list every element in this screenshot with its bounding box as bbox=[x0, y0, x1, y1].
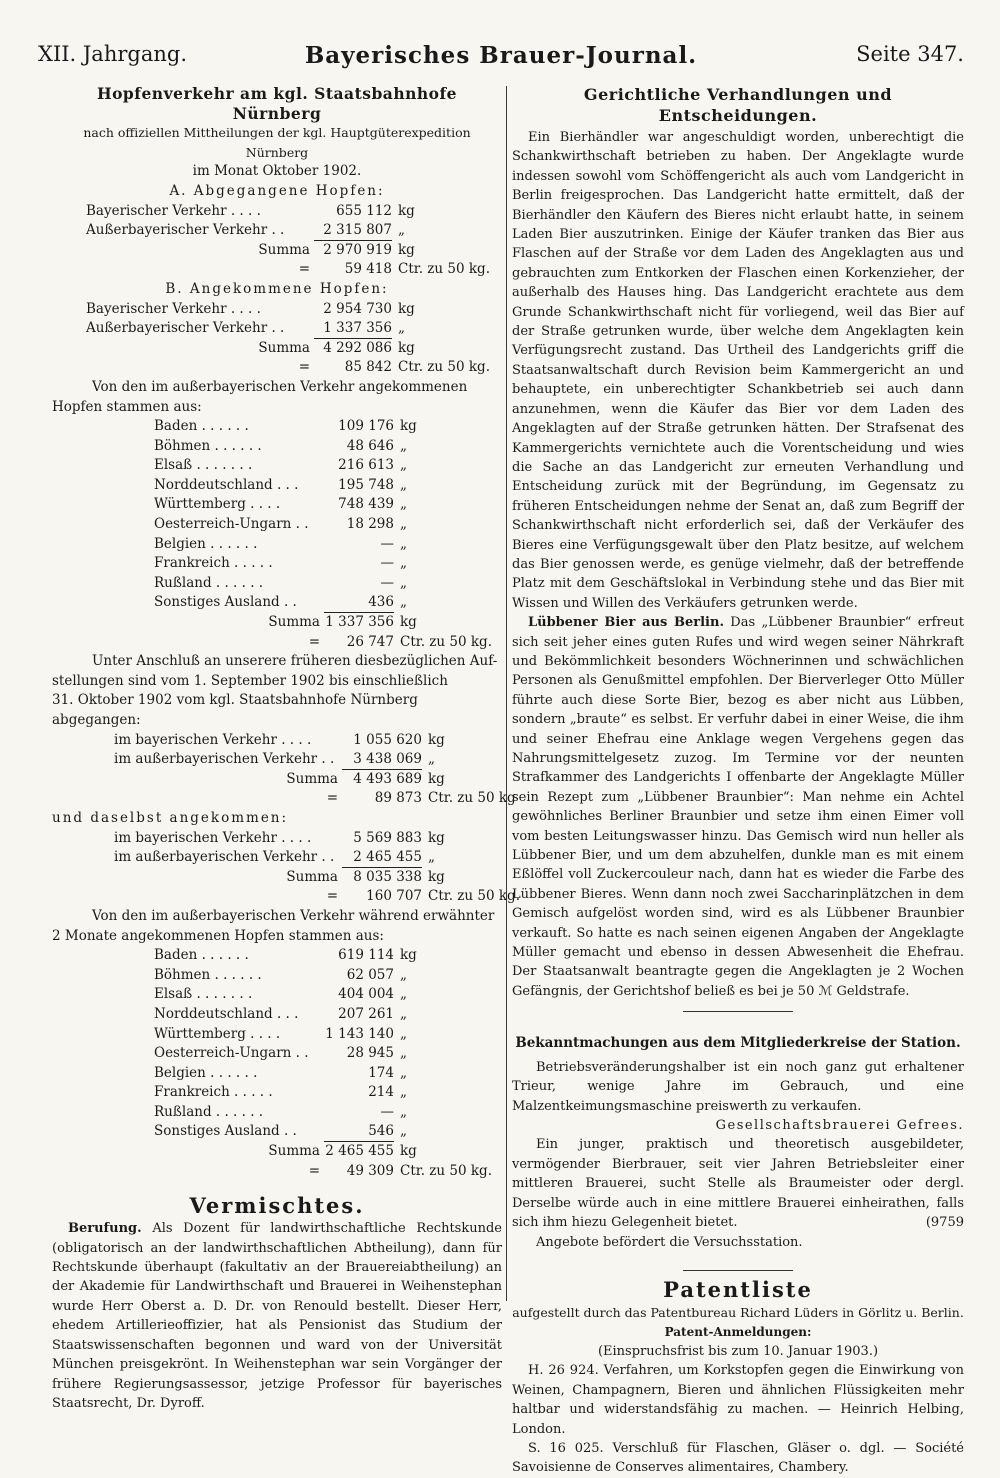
misc-berufung bbox=[52, 1219, 502, 1413]
notices-title: Bekanntmachungen aus dem Mitgliederkreise der Station. bbox=[515, 1035, 961, 1052]
patents-subtitle: aufgestellt durch das Patentbureau Richard Lüders in Görlitz u. Berlin. bbox=[512, 1305, 964, 1321]
arrived-text: und daselbst angekommen: bbox=[52, 809, 289, 826]
origin2-intro-2: 2 Monate angekommenen Hopfen stammen aus: bbox=[52, 927, 384, 944]
journal-title: Bayerisches Brauer-Journal. bbox=[304, 42, 698, 69]
hops-subtitle-2: im Monat Oktober 1902. bbox=[192, 163, 362, 180]
table-row: Elsaß . . . . . . . 404 004 „ bbox=[154, 986, 407, 1003]
court-title-1: Gerichtliche Verhandlungen und bbox=[583, 85, 893, 104]
origin-table-2 bbox=[52, 946, 502, 1181]
table-row: Frankreich . . . . . — „ bbox=[154, 555, 407, 572]
ctr-row: = 89 873 Ctr. zu 50 kg bbox=[326, 790, 516, 807]
table-row: Sonstiges Ausland . . 436 „ bbox=[154, 593, 502, 613]
period-table bbox=[52, 731, 516, 809]
patents-deadline: (Einspruchsfrist bis zum 10. Januar 1903.) bbox=[597, 1343, 879, 1359]
table-row: Außerbayerischer Verkehr . . 2 315 807 „ bbox=[86, 221, 502, 241]
court-para-2-text: Das „Lübbener Braunbier“ erfreut sich seit jeher eines guten Rufes und wird wegen seiner Nährkraft und Bekömmlichkeit besonders Wöchnerinnen und schwächlichen Personen als Genußmittel empfohlen. Der Bierverleger Otto Müller führte auch diese Sorte Bier, bezog es aber nicht aus Lübben, sondern „braute“ es selbst. Er verfuhr dabei in einer Weise, die ihm und seiner Ehefrau eine Anklage wegen Vergehens gegen das Nahrungsmittelgesetz zuzog. Im Termine vor der neunten Strafkammer des Landgerichts I offenbarte der Angeklagte Müller sein Rezept zum „Lübbener Braunbier“: Man nehme ein Achtel gewöhnliches Berliner Braunbier und setze ihm einen Eimer voll vom besten Leitungswasser hinzu. Das Gemisch wird nun heller als Lübbener Bier, und um dem abzuhelfen, dunkle man es mit einem Eßlöffel voll Zuckercouleur nach, dann hat es wieder die Farbe des Lübbener Bieres. Wenn dann noch zwei Saccharinplätzchen in dem Gemisch aufgelöst worden sind, wird es als Lübbener Braunbier verkauft. So hatte es nach seinen eigenen Angaben der Angeklagte Müller gemacht und ebenso in dessen Abwesenheit die Ehefrau. Der Staatsanwalt beantragte gegen die Angeklagten je 2 Wochen Gefängnis, der Gerichtshof beließ es bei je 50 ℳ Geldstrafe. bbox=[512, 615, 964, 999]
table-row: im außerbayerischen Verkehr . . 3 438 069 „ bbox=[114, 750, 502, 770]
table-row: Norddeutschland . . . 207 261 „ bbox=[154, 1005, 407, 1022]
page-header bbox=[38, 42, 964, 76]
table-row: im außerbayerischen Verkehr . . 2 465 455 „ bbox=[114, 848, 502, 868]
table-row: Oesterreich-Ungarn . . 28 945 „ bbox=[154, 1045, 407, 1062]
patent-1: H. 26 924. Verfahren, um Korkstopfen gegen die Einwirkung von Weinen, Champagnern, Bieren und ähnlichen Flüssigkeiten mehr haltbar und widerstandsfähig zu machen. — Heinrich Helbing, London. bbox=[512, 1363, 964, 1437]
ctr-row: = 59 418 Ctr. zu 50 kg. bbox=[298, 261, 490, 278]
section-b-table bbox=[52, 300, 502, 378]
ctr-row: = 85 842 Ctr. zu 50 kg. bbox=[298, 359, 490, 376]
origin-intro-2: Hopfen stammen aus: bbox=[52, 398, 202, 415]
court-para-2-lead: Lübbener Bier aus Berlin. bbox=[528, 615, 724, 631]
sum-row: Summa 2 465 455 kg bbox=[268, 1143, 417, 1160]
sum-row: Summa 4 292 086 kg bbox=[258, 339, 415, 356]
table-row: Norddeutschland . . . 195 748 „ bbox=[154, 476, 407, 493]
table-row: im bayerischen Verkehr . . . . 1 055 620 kg bbox=[114, 731, 445, 748]
court-para-1: Ein Bierhändler war angeschuldigt worden, unberechtigt die Schankwirthschaft betrieben zu haben. Der Angeklagte wurde indessen sowohl vom Schöffengericht als auch vom Landgericht in Berlin freigesprochen. Das Landgericht hatte ermittelt, daß der Bierhändler den Käufern des Bieres nicht erlaubt hatte, in seinem Laden Bier auszutrinken. Einige der Käufer tranken das Bier aus Flaschen auf der Straße vor dem Laden des Angeklagten aus und gebrauchten zum Entkorken der Flaschen einen Korkenzieher, der außerhalb des Hauses hing. Das Landgericht erachtete aus dem Grunde Schankwirthschaft nicht für vorliegend, weil das Bier auf der Straße getrunken wurde, über welche dem Angeklagten kein Verfügungsrecht zustand. Das Urtheil des Landgerichts griff die Staatsanwaltschaft durch Revision beim Kammergericht an und behauptete, ein unberechtigter Schankbetrieb sei auch dann anzunehmen, wenn die Käufer das Bier vor dem Laden des Angeklagten auf der Straße getrunken hätten. Der Strafsenat des Kammergerichts vernichtete auch die Vorentscheidung und wies die Sache an das Landgericht zur erneuten Verhandlung und Entscheidung zurück mit der Begründung, im Gegensatz zu früheren Entscheidungen nehme der Senat an, daß zum Begriff der Schankwirthschaft nicht erforderlich sei, daß der Verkäufer des Bieres eine Verfügungsgewalt über den Platz besitze, auf welchem das Bier genossen werde, es genüge vielmehr, daß der betreffende Platz mit dem Geschäftslokal in Verbindung stehe und das Bier mit Wissen und Willen des Verkäufers getrunken werde. bbox=[512, 130, 964, 611]
right-column bbox=[512, 84, 964, 1478]
ctr-row: = 49 309 Ctr. zu 50 kg. bbox=[308, 1162, 492, 1179]
origin-table-1 bbox=[52, 417, 502, 652]
notice-2-ref: (9759 bbox=[925, 1215, 964, 1231]
table-row: Bayerischer Verkehr . . . . 2 954 730 kg bbox=[86, 300, 415, 317]
ctr-row: = 26 747 Ctr. zu 50 kg. bbox=[308, 633, 492, 650]
table-row: Böhmen . . . . . . 62 057 „ bbox=[154, 966, 407, 983]
origin2-intro-1: Von den im außerbayerischen Verkehr während erwähnter bbox=[92, 907, 495, 924]
section-rule bbox=[683, 1011, 793, 1012]
table-row: Sonstiges Ausland . . 546 „ bbox=[154, 1122, 502, 1142]
left-column bbox=[52, 84, 520, 1413]
table-row: Baden . . . . . . 109 176 kg bbox=[154, 418, 417, 435]
berufung-text: Als Dozent für landwirthschaftliche Rechtskunde (obligatorisch an der landwirthschaftlichen Abtheilung), dann für Rechtskunde überhaupt (fakultativ an der Brauereiabtheilung) an der Akademie für Landwirthschaft und Brauerei in Weihenstephan wurde Herr Oberst a. D. Dr. von Renould bestellt. Dieser Herr, ehedem Artillerieoffizier, hat als Pensionist das Studium der Staatswissenschaften begonnen und ward von der Universität München preisgekrönt. In Weihenstephan war sein Vorgänger der frühere Regierungsassessor, jetzige Professor für bayerisches Staatsrecht, Dr. Dyroff. bbox=[52, 1221, 502, 1411]
hops-subtitle-1: nach offiziellen Mittheilungen der kgl. Hauptgüterexpedition Nürnberg bbox=[83, 125, 471, 160]
table-row: Württemberg . . . . 1 143 140 „ bbox=[154, 1025, 407, 1042]
notice-1-sign: Gesellschaftsbrauerei Gefrees. bbox=[715, 1117, 964, 1133]
table-row: im bayerischen Verkehr . . . . 5 569 883 kg bbox=[114, 829, 445, 846]
table-row: Frankreich . . . . . 214 „ bbox=[154, 1084, 407, 1101]
table-row: Rußland . . . . . . — „ bbox=[154, 1103, 407, 1120]
notice-2-sign: Angebote befördert die Versuchsstation. bbox=[536, 1234, 803, 1250]
table-row: Böhmen . . . . . . 48 646 „ bbox=[154, 437, 407, 454]
table-row: Baden . . . . . . 619 114 kg bbox=[154, 947, 417, 964]
table-row: Belgien . . . . . . 174 „ bbox=[154, 1064, 407, 1081]
section-a-table bbox=[52, 202, 502, 280]
notice-2: Ein junger, praktisch und theoretisch ausgebildeter, vermögender Bierbrauer, seit vier Jahren Betriebsleiter einer mittleren Brauerei, sucht Stelle als Braumeister oder dergl. Derselbe würde auch in eine mittlere Brauerei einheirathen, falls sich ihm hiezu Gelegenheit bietet. bbox=[512, 1137, 964, 1230]
arrived-table bbox=[52, 829, 520, 907]
table-row: Bayerischer Verkehr . . . . 655 112 kg bbox=[86, 202, 415, 219]
court-title-2: Entscheidungen. bbox=[658, 106, 818, 125]
court-para-2 bbox=[512, 613, 964, 1001]
section-rule bbox=[683, 1270, 793, 1271]
table-row: Württemberg . . . . 748 439 „ bbox=[154, 496, 407, 513]
patents-title: Patentliste bbox=[663, 1277, 813, 1303]
ctr-row: = 160 707 Ctr. zu 50 kg. bbox=[326, 888, 520, 905]
misc-title: Vermischtes. bbox=[189, 1193, 365, 1219]
page-number: Seite 347. bbox=[856, 42, 964, 66]
patents-heading: Patent-Anmeldungen: bbox=[664, 1324, 812, 1339]
sum-row: Summa 2 970 919 kg bbox=[258, 241, 415, 258]
table-row: Elsaß . . . . . . . 216 613 „ bbox=[154, 457, 407, 474]
table-row: Belgien . . . . . . — „ bbox=[154, 535, 407, 552]
patent-2: S. 16 025. Verschluß für Flaschen, Gläser o. dgl. — Société Savoisienne de Conserves alimentaires, Chambery. bbox=[512, 1441, 964, 1476]
period-text-2: stellungen sind vom 1. September 1902 bis einschließlich bbox=[52, 672, 448, 689]
period-text-1: Unter Anschluß an unserere früheren diesbezüglichen Auf- bbox=[92, 653, 498, 670]
volume-label: XII. Jahrgang. bbox=[38, 42, 187, 66]
table-row: Außerbayerischer Verkehr . . 1 337 356 „ bbox=[86, 319, 502, 339]
section-b-heading: B. Angekommene Hopfen: bbox=[165, 280, 389, 297]
sum-row: Summa 8 035 338 kg bbox=[286, 868, 445, 885]
period-text-3: 31. Oktober 1902 vom kgl. Staatsbahnhofe Nürnberg abgegangen: bbox=[52, 692, 418, 728]
sum-row: Summa 4 493 689 kg bbox=[286, 770, 445, 787]
section-a-heading: A. Abgegangene Hopfen: bbox=[169, 182, 385, 199]
table-row: Oesterreich-Ungarn . . 18 298 „ bbox=[154, 516, 407, 533]
notice-1: Betriebsveränderungshalber ist ein noch ganz gut erhaltener Trieur, wenige Jahre im Gebrauch, und eine Malzentkeimungsmaschine preiswerth zu verkaufen. bbox=[512, 1059, 964, 1114]
hops-title: Hopfenverkehr am kgl. Staatsbahnhofe Nürnberg bbox=[96, 84, 458, 123]
origin-intro-1: Von den im außerbayerischen Verkehr angekommenen bbox=[92, 378, 468, 395]
column-divider bbox=[506, 86, 507, 1301]
sum-row: Summa 1 337 356 kg bbox=[268, 614, 417, 631]
berufung-lead: Berufung. bbox=[68, 1221, 142, 1237]
table-row: Rußland . . . . . . — „ bbox=[154, 574, 407, 591]
